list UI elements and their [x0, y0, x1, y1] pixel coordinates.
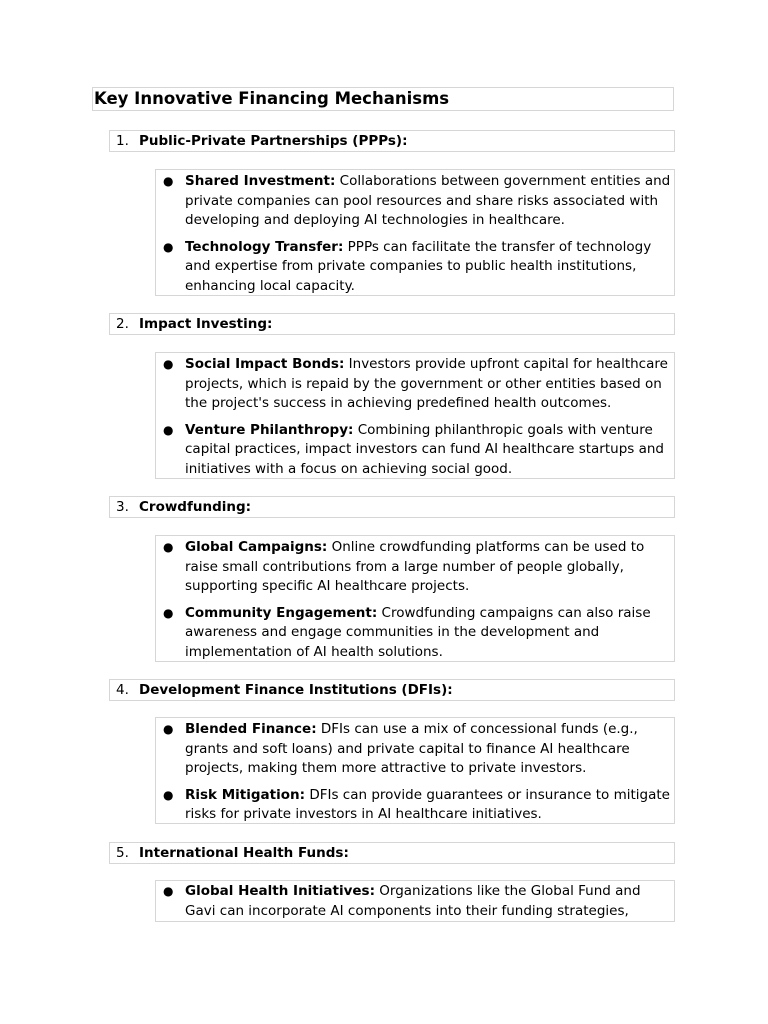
list-item	[156, 720, 674, 779]
section-label: International Health Funds:	[139, 845, 349, 861]
section-heading	[109, 679, 675, 701]
section-number: 5.	[116, 845, 129, 861]
bullet-icon: ●	[163, 422, 174, 437]
bullet-text: PPPs can facilitate the transfer of technology and expertise from private companies to public health institutions, enhancing local capacity.	[185, 238, 652, 294]
section-label: Development Finance Institutions (DFIs):	[139, 682, 453, 698]
bullet-text: Investors provide upfront capital for healthcare projects, which is repaid by the government or other entities based on the project's success in achieving predefined health outcomes.	[185, 356, 668, 411]
bullet-list	[155, 535, 675, 662]
bullet-icon: ●	[163, 884, 174, 898]
section-number: 2.	[116, 316, 129, 332]
list-item	[156, 786, 674, 825]
bullet-term: Shared Investment:	[185, 173, 336, 189]
bullet-text: Online crowdfunding platforms can be used to raise small contributions from a large number of people globally, supporting specific AI healthcare projects.	[185, 539, 645, 594]
section-number: 3.	[116, 499, 129, 515]
section-label: Crowdfunding:	[139, 499, 252, 515]
bullet-text: Organizations like the Global Fund and Gavi can incorporate AI components into their funding strategies,	[185, 883, 641, 919]
bullet-icon: ●	[163, 540, 174, 554]
bullet-text: DFIs can use a mix of concessional funds (e.g., grants and soft loans) and private capital to finance AI healthcare projects, making them more attractive to private investors.	[185, 721, 638, 776]
bullet-term: Community Engagement:	[185, 604, 378, 621]
bullet-term: Global Health Initiatives:	[185, 883, 375, 899]
bullet-list	[155, 880, 675, 922]
section-label: Public-Private Partnerships (PPPs):	[139, 133, 408, 149]
section-heading	[109, 496, 675, 518]
bullet-icon: ●	[163, 174, 174, 188]
bullet-list	[155, 352, 675, 479]
page-title: Key Innovative Financing Mechanisms	[92, 87, 674, 111]
list-item	[156, 538, 674, 597]
bullet-term: Blended Finance:	[185, 721, 317, 737]
bullet-icon: ●	[163, 722, 174, 736]
list-item	[156, 355, 674, 414]
bullet-list	[155, 717, 675, 824]
section-number: 1.	[116, 133, 129, 149]
section-heading	[109, 130, 675, 152]
bullet-icon: ●	[163, 239, 174, 254]
section-number: 4.	[116, 682, 129, 698]
bullet-text: Combining philanthropic goals with venture capital practices, impact investors can fund AI healthcare startups and initiatives with a focus on achieving social good.	[185, 421, 664, 477]
bullet-icon: ●	[163, 605, 174, 620]
section-label: Impact Investing:	[139, 316, 273, 332]
list-item	[156, 172, 674, 231]
bullet-icon: ●	[163, 787, 174, 802]
list-item	[156, 882, 674, 921]
section-heading	[109, 313, 675, 335]
bullet-term: Venture Philanthropy:	[185, 421, 354, 438]
bullet-term: Social Impact Bonds:	[185, 356, 345, 372]
list-item	[156, 604, 674, 663]
bullet-icon: ●	[163, 357, 174, 371]
list-item	[156, 238, 674, 297]
bullet-text: Crowdfunding campaigns can also raise awareness and engage communities in the development and implementation of AI health solutions.	[185, 604, 651, 660]
bullet-text: DFIs can provide guarantees or insurance to mitigate risks for private investors in AI healthcare initiatives.	[185, 786, 670, 822]
list-item	[156, 421, 674, 480]
bullet-term: Risk Mitigation:	[185, 786, 306, 803]
bullet-term: Global Campaigns:	[185, 539, 328, 555]
section-heading	[109, 842, 675, 864]
bullet-text: Collaborations between government entities and private companies can pool resources and share risks associated with developing and deploying AI technologies in healthcare.	[185, 173, 671, 228]
bullet-list	[155, 169, 675, 296]
bullet-term: Technology Transfer:	[185, 238, 344, 255]
